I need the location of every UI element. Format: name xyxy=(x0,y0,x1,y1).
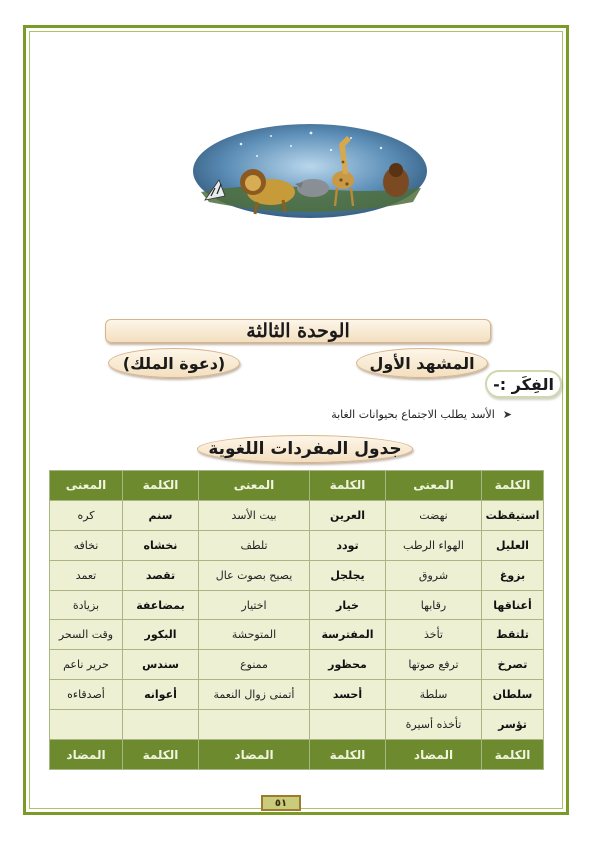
word-cell: سنم xyxy=(123,500,199,530)
meaning-cell: أصدقاءه xyxy=(50,680,123,710)
table-row xyxy=(50,650,544,680)
meaning-cell: وقت السحر xyxy=(50,620,123,650)
animals-illustration xyxy=(191,122,429,220)
meaning-cell: ممنوع xyxy=(199,650,310,680)
meaning-cell: ترفع صوتها xyxy=(386,650,482,680)
page-number: ٥١ xyxy=(261,795,301,811)
word-cell: نخشاه xyxy=(123,530,199,560)
meaning-cell: سلطة xyxy=(386,680,482,710)
meaning-cell: تعمد xyxy=(50,560,123,590)
word-cell: استيقظت xyxy=(482,500,544,530)
meaning-cell: الهواء الرطب xyxy=(386,530,482,560)
table-footer-row xyxy=(50,740,544,770)
header-cell: الكلمة xyxy=(482,471,544,501)
word-cell: أعوانه xyxy=(123,680,199,710)
word-cell: خيار xyxy=(310,590,386,620)
word-cell: تصرخ xyxy=(482,650,544,680)
table-header-row xyxy=(50,471,544,501)
story-title: (دعوة الملك) xyxy=(108,348,240,378)
idea-text: الأسد يطلب الاجتماع بحيوانات الغابة xyxy=(331,407,495,421)
vocabulary-table xyxy=(49,470,544,770)
footer-cell: المضاد xyxy=(199,740,310,770)
ideas-heading: الفِكَر :- xyxy=(485,370,562,398)
word-cell: يجلجل xyxy=(310,560,386,590)
unit-title: الوحدة الثالثة xyxy=(105,319,491,343)
footer-cell: الكلمة xyxy=(310,740,386,770)
meaning-cell: اختيار xyxy=(199,590,310,620)
header-cell: الكلمة xyxy=(310,471,386,501)
footer-cell: المضاد xyxy=(386,740,482,770)
meaning-cell xyxy=(50,710,123,740)
table-row xyxy=(50,710,544,740)
word-cell: محظور xyxy=(310,650,386,680)
meaning-cell: نخافه xyxy=(50,530,123,560)
word-cell: تؤسر xyxy=(482,710,544,740)
word-cell: تودد xyxy=(310,530,386,560)
word-cell: بمضاعفة xyxy=(123,590,199,620)
header-cell: الكلمة xyxy=(123,471,199,501)
meaning-cell: تأخذ xyxy=(386,620,482,650)
footer-cell: الكلمة xyxy=(482,740,544,770)
word-cell: العرين xyxy=(310,500,386,530)
meaning-cell: يصيح بصوت عال xyxy=(199,560,310,590)
meaning-cell xyxy=(199,710,310,740)
word-cell: بزوغ xyxy=(482,560,544,590)
meaning-cell: بيت الأسد xyxy=(199,500,310,530)
word-cell: تقصد xyxy=(123,560,199,590)
table-row xyxy=(50,620,544,650)
table-row xyxy=(50,590,544,620)
word-cell: أحسد xyxy=(310,680,386,710)
word-cell: سلطان xyxy=(482,680,544,710)
meaning-cell: شروق xyxy=(386,560,482,590)
word-cell: العليل xyxy=(482,530,544,560)
table-row xyxy=(50,530,544,560)
word-cell: أعناقها xyxy=(482,590,544,620)
vocabulary-heading: جدول المفردات اللغوية xyxy=(197,435,413,463)
idea-item xyxy=(250,405,512,423)
meaning-cell: أتمنى زوال النعمة xyxy=(199,680,310,710)
meaning-cell: تأخذه أسيرة xyxy=(386,710,482,740)
word-cell: البكور xyxy=(123,620,199,650)
table-row xyxy=(50,560,544,590)
word-cell: سندس xyxy=(123,650,199,680)
header-cell: المعنى xyxy=(386,471,482,501)
meaning-cell: كره xyxy=(50,500,123,530)
table-row xyxy=(50,680,544,710)
meaning-cell: حرير ناعم xyxy=(50,650,123,680)
meaning-cell: بزيادة xyxy=(50,590,123,620)
word-cell: المفترسة xyxy=(310,620,386,650)
header-cell: المعنى xyxy=(50,471,123,501)
meaning-cell: المتوحشة xyxy=(199,620,310,650)
footer-cell: الكلمة xyxy=(123,740,199,770)
meaning-cell: نهضت xyxy=(386,500,482,530)
scene-title: المشهد الأول xyxy=(356,348,488,378)
word-cell xyxy=(310,710,386,740)
meaning-cell: تلطف xyxy=(199,530,310,560)
arrow-bullet-icon: ➤ xyxy=(502,407,512,421)
header-cell: المعنى xyxy=(199,471,310,501)
meaning-cell: رقابها xyxy=(386,590,482,620)
footer-cell: المضاد xyxy=(50,740,123,770)
word-cell xyxy=(123,710,199,740)
table-row xyxy=(50,500,544,530)
word-cell: تلتقط xyxy=(482,620,544,650)
